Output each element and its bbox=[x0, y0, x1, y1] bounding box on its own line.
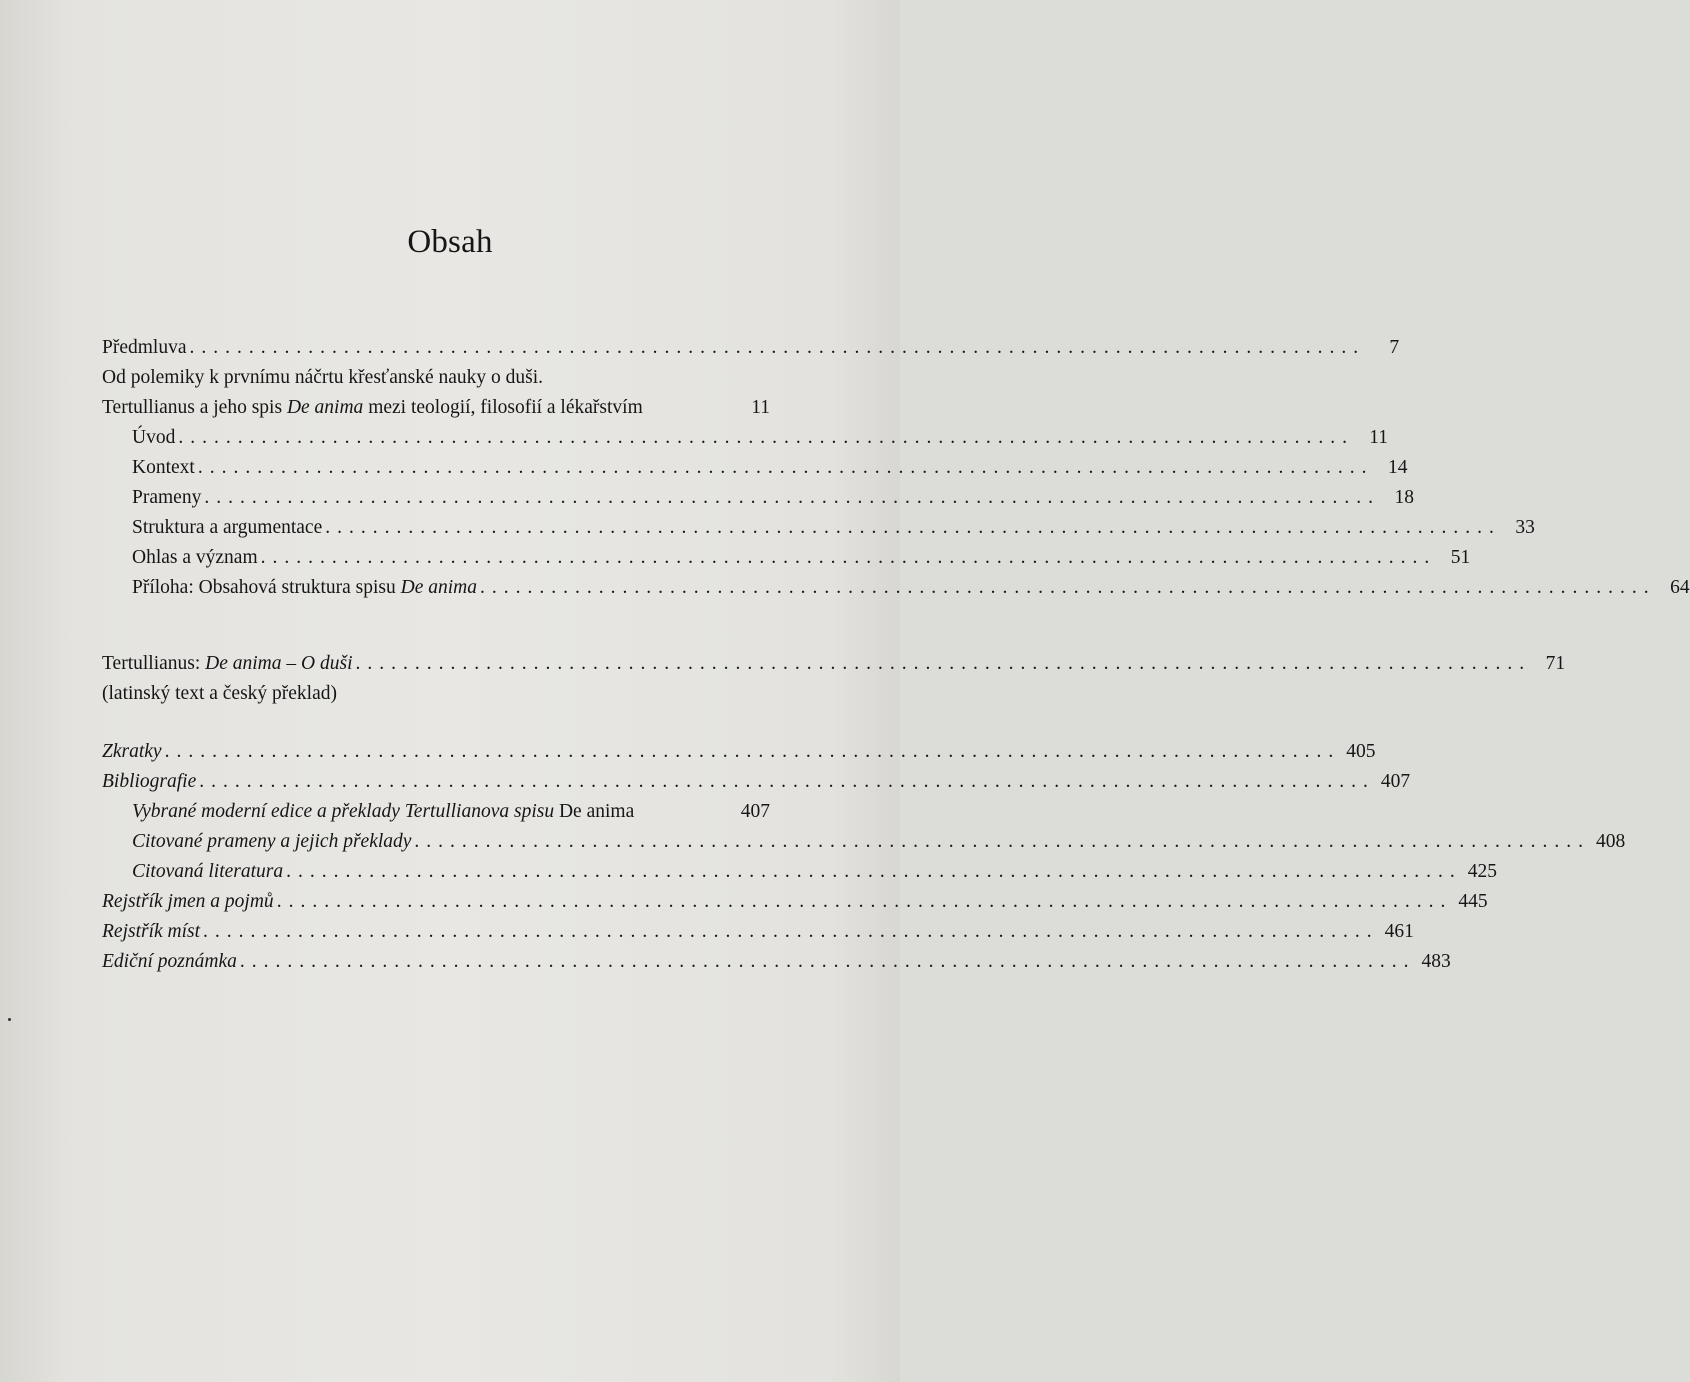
toc-page-number: 461 bbox=[1384, 921, 1414, 942]
dot-leader: ................................................................................................... bbox=[355, 653, 1532, 674]
toc-label: Ohlas a význam bbox=[132, 547, 258, 568]
dot-leader: ................................................................................................... bbox=[203, 921, 1379, 942]
toc-label: Úvod bbox=[132, 427, 176, 448]
toc-entry-ohlas bbox=[102, 547, 1471, 578]
toc-entry-rejstrik-jmen bbox=[102, 891, 1488, 922]
toc-page-number: 408 bbox=[1596, 831, 1626, 852]
toc-page-number: 71 bbox=[1545, 653, 1566, 674]
toc-label: Kontext bbox=[132, 457, 195, 478]
toc-label: Tertullianus: De anima – O duši bbox=[102, 653, 353, 674]
toc-entry-kontext bbox=[102, 457, 1408, 488]
toc-page-number: 7 bbox=[1389, 337, 1400, 358]
toc-page-number: 407 bbox=[740, 801, 770, 822]
margin-speck bbox=[8, 1018, 11, 1021]
toc-page-number: 11 bbox=[751, 397, 770, 418]
toc-entry-de-anima bbox=[102, 653, 1566, 684]
toc-label: Bibliografie bbox=[102, 771, 197, 792]
toc-label: Citované prameny a jejich překlady bbox=[132, 831, 412, 852]
dot-leader: ................................................................................................... bbox=[480, 577, 1656, 598]
toc-entry-predmluva bbox=[102, 337, 1400, 368]
toc-label: Vybrané moderní edice a překlady Tertullianova spisu De anima bbox=[132, 801, 635, 822]
toc-label: Příloha: Obsahová struktura spisu De anima bbox=[132, 577, 478, 598]
toc-entry-tertullianus-study bbox=[102, 398, 770, 428]
toc-label: Citovaná literatura bbox=[132, 861, 284, 882]
toc-entry-vybrane-edice bbox=[102, 802, 770, 832]
toc-label: Tertullianus a jeho spis De anima mezi teologií, filosofií a lékařstvím bbox=[102, 397, 643, 418]
toc-label: Struktura a argumentace bbox=[132, 517, 323, 538]
toc-label: Rejstřík míst bbox=[102, 921, 201, 942]
dot-leader: ................................................................................................... bbox=[414, 831, 1591, 852]
dot-leader: ................................................................................................... bbox=[260, 547, 1437, 568]
toc-entry-prameny bbox=[102, 487, 1414, 518]
dot-leader: ................................................................................................... bbox=[199, 771, 1375, 792]
page-title: Obsah bbox=[407, 224, 493, 260]
toc-label: Ediční poznámka bbox=[102, 951, 237, 972]
toc-label: (latinský text a český překlad) bbox=[102, 683, 337, 704]
toc-entry-priloha bbox=[102, 577, 1690, 608]
dot-leader: ................................................................................................... bbox=[204, 487, 1380, 508]
toc-entry-struktura bbox=[102, 517, 1535, 548]
dot-leader: ................................................................................................... bbox=[164, 741, 1341, 762]
toc-page-number: 14 bbox=[1387, 457, 1408, 478]
toc-entry-uvod bbox=[102, 427, 1388, 458]
dot-leader: ................................................................................................... bbox=[276, 891, 1453, 912]
dot-leader: ................................................................................................... bbox=[325, 517, 1501, 538]
toc-label: Prameny bbox=[132, 487, 202, 508]
toc-label: Rejstřík jmen a pojmů bbox=[102, 891, 274, 912]
toc-entry-citovane-prameny bbox=[102, 831, 1626, 862]
dot-leader: ................................................................................................... bbox=[178, 427, 1354, 448]
toc-page-number: 445 bbox=[1458, 891, 1488, 912]
toc-page-number: 483 bbox=[1421, 951, 1451, 972]
toc-page-number: 18 bbox=[1394, 487, 1414, 508]
toc-page-number: 407 bbox=[1380, 771, 1411, 792]
dot-leader: ................................................................................................... bbox=[286, 861, 1462, 882]
toc-label: Zkratky bbox=[102, 741, 162, 762]
toc-page-number: 405 bbox=[1346, 741, 1376, 762]
toc-entry-bibliografie bbox=[102, 771, 1411, 802]
toc-entry-citovana-literatura bbox=[102, 861, 1497, 892]
toc-page-number: 64 bbox=[1670, 577, 1690, 598]
toc-entry-rejstrik-mist bbox=[102, 921, 1414, 952]
dot-leader: ................................................................................................... bbox=[189, 337, 1366, 358]
toc-entry-edicni-poznamka bbox=[102, 951, 1451, 982]
toc-entry-zkratky bbox=[102, 741, 1376, 772]
toc-label: Předmluva bbox=[102, 337, 187, 358]
toc-entry-od-polemiky bbox=[102, 368, 770, 398]
toc-page-number: 425 bbox=[1467, 861, 1497, 882]
toc-page-number: 51 bbox=[1450, 547, 1471, 568]
dot-leader: ................................................................................................... bbox=[197, 457, 1374, 478]
toc-page-number: 33 bbox=[1515, 517, 1535, 538]
toc-label: Od polemiky k prvnímu náčrtu křesťanské nauky o duši. bbox=[102, 367, 544, 388]
toc-page-number: 11 bbox=[1369, 427, 1388, 448]
dot-leader: ................................................................................................... bbox=[239, 951, 1416, 972]
toc-entry-latinsky-text bbox=[102, 684, 770, 714]
